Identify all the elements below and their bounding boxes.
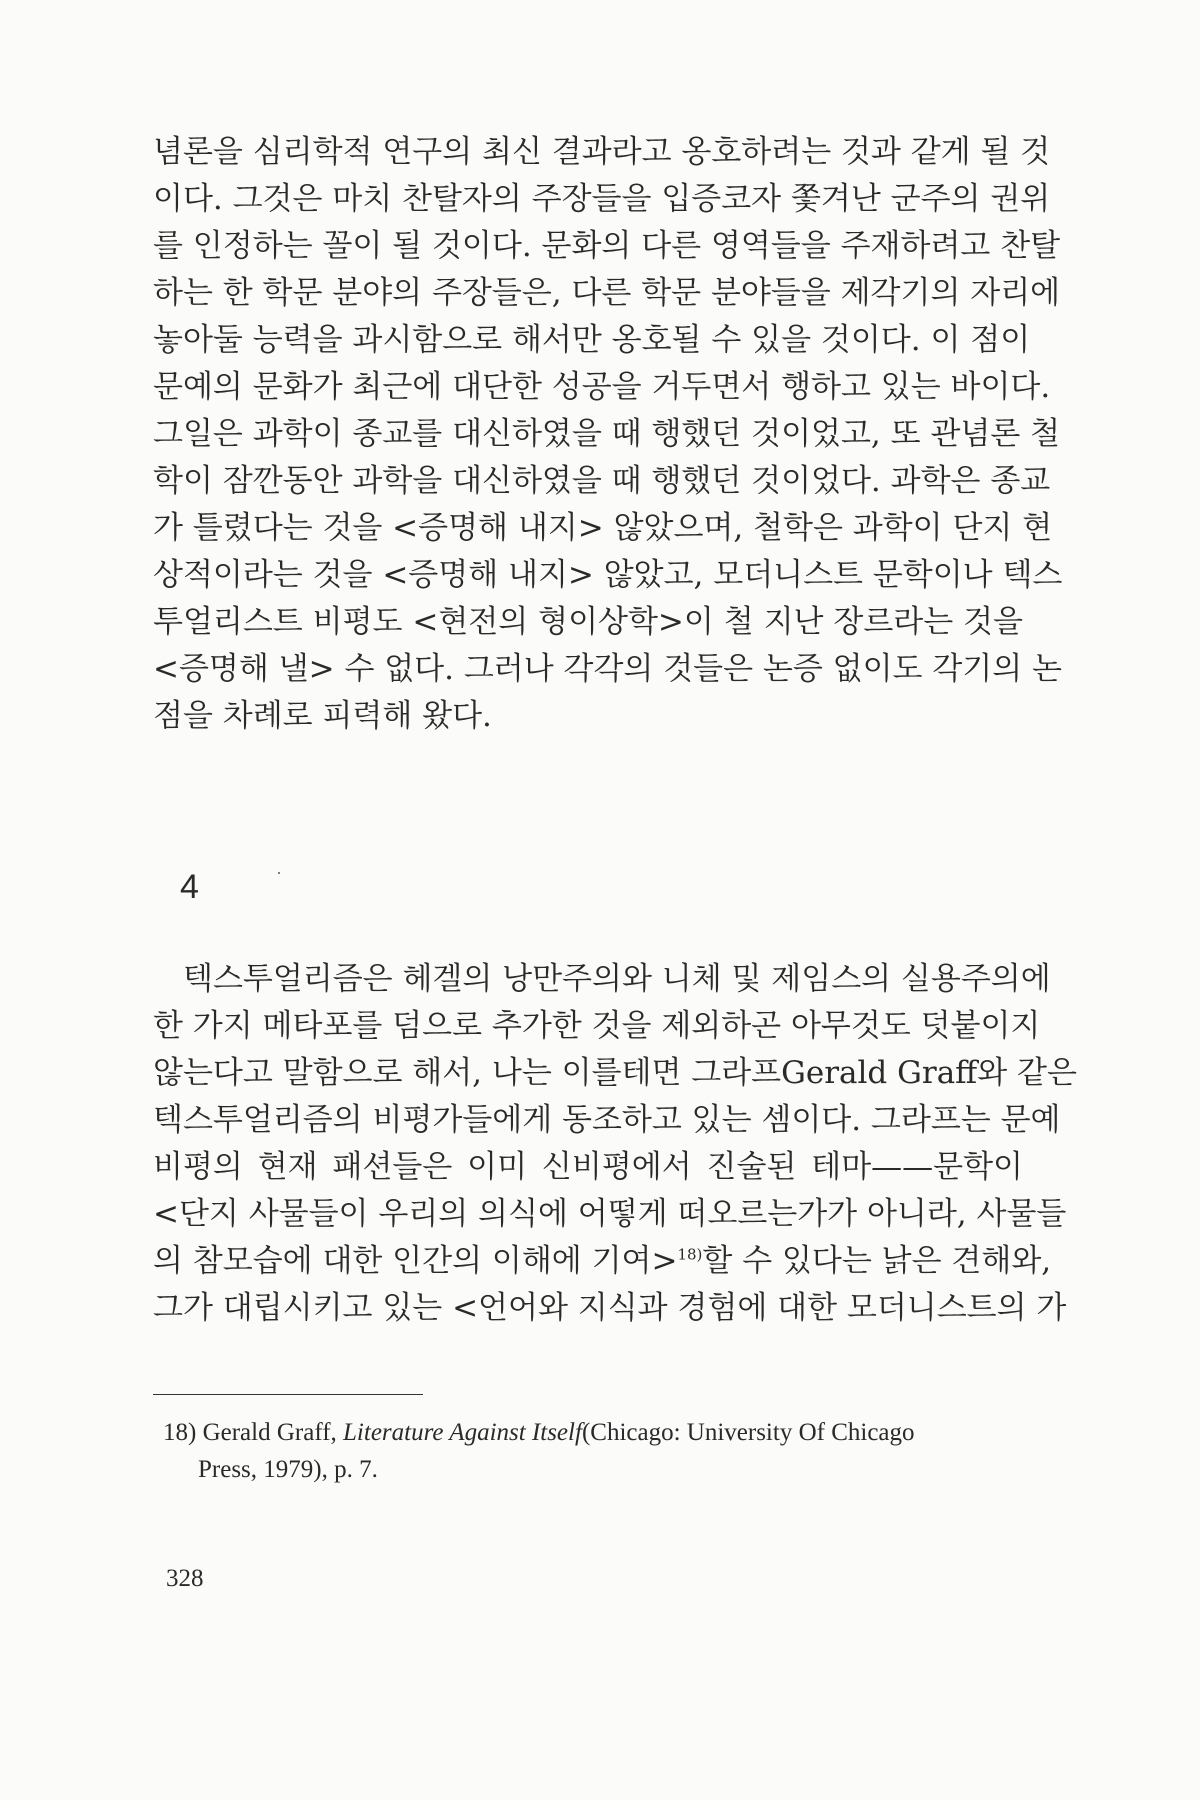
text-line: 않는다고 말함으로 해서, 나는 이를테면 그라프Gerald Graff와 같은 [153, 1055, 1077, 1091]
text-line: 이다. 그것은 마치 찬탈자의 주장들을 입증코자 쫓겨난 군주의 권위 [153, 181, 1051, 217]
text-line: 학이 잠깐동안 과학을 대신하였을 때 행했던 것이었다. 과학은 종교 [153, 463, 1051, 499]
page-number: 328 [166, 1565, 204, 1592]
text-line: 텍스투얼리즘은 헤겔의 낭만주의와 니체 및 제임스의 실용주의에 [183, 961, 1051, 997]
text-line: 상적이라는 것을 <증명해 내지> 않았고, 모더니스트 문학이나 텍스 [153, 557, 1063, 593]
text-line: <단지 사물들이 우리의 의식에 어떻게 떠오르는가가 아니라, 사물들 [153, 1196, 1067, 1232]
footnote-publisher: (Chicago: University Of Chicago [581, 1419, 915, 1446]
footnote-number: 18) [163, 1419, 197, 1446]
footnote-reference: 18) [677, 1245, 703, 1264]
speck [278, 872, 280, 874]
section-number: 4 [180, 868, 199, 906]
text-line: 한 가지 메타포를 덤으로 추가한 것을 제외하곤 아무것도 덧붙이지 [153, 1008, 1041, 1044]
footnote-author: Gerald Graff, [202, 1419, 337, 1446]
text-line [153, 1243, 1052, 1279]
line-text: 의 참모습에 대한 인간의 이해에 기여> [153, 1243, 678, 1279]
text-line: 그가 대립시키고 있는 <언어와 지식과 경험에 대한 모더니스트의 가 [153, 1290, 1067, 1326]
text-line: 문예의 문화가 최근에 대단한 성공을 거두면서 행하고 있는 바이다. [153, 369, 1051, 405]
line-text: 할 수 있다는 낡은 견해와, [702, 1243, 1052, 1279]
text-line: 비평의 현재 패션들은 이미 신비평에서 진술된 테마——문학이 [153, 1149, 1023, 1185]
footnote-line: Press, 1979), p. 7. [198, 1456, 378, 1483]
text-line: 투얼리스트 비평도 <현전의 형이상학>이 철 지난 장르라는 것을 [153, 604, 1023, 640]
text-line: 텍스투얼리즘의 비평가들에게 동조하고 있는 셈이다. 그라프는 문예 [153, 1102, 1061, 1138]
text-line: 놓아둘 능력을 과시함으로 해서만 옹호될 수 있을 것이다. 이 점이 [153, 322, 1031, 358]
footnote-line [163, 1420, 915, 1445]
text-line: 점을 차례로 피력해 왔다. [153, 698, 492, 734]
text-line: 가 틀렸다는 것을 <증명해 내지> 않았으며, 철학은 과학이 단지 현 [153, 510, 1053, 546]
footnote-title: Literature Against Itself [343, 1419, 582, 1446]
footnote-divider [153, 1394, 423, 1395]
text-line: 그일은 과학이 종교를 대신하였을 때 행했던 것이었고, 또 관념론 철 [153, 416, 1061, 452]
text-line: 하는 한 학문 분야의 주장들은, 다른 학문 분야들을 제각기의 자리에 [153, 275, 1061, 311]
text-line: 념론을 심리학적 연구의 최신 결과라고 옹호하려는 것과 같게 될 것 [153, 134, 1051, 170]
text-line: 를 인정하는 꼴이 될 것이다. 문화의 다른 영역들을 주재하려고 찬탈 [153, 228, 1061, 264]
text-line: <증명해 낼> 수 없다. 그러나 각각의 것들은 논증 없이도 각기의 논 [153, 651, 1062, 687]
